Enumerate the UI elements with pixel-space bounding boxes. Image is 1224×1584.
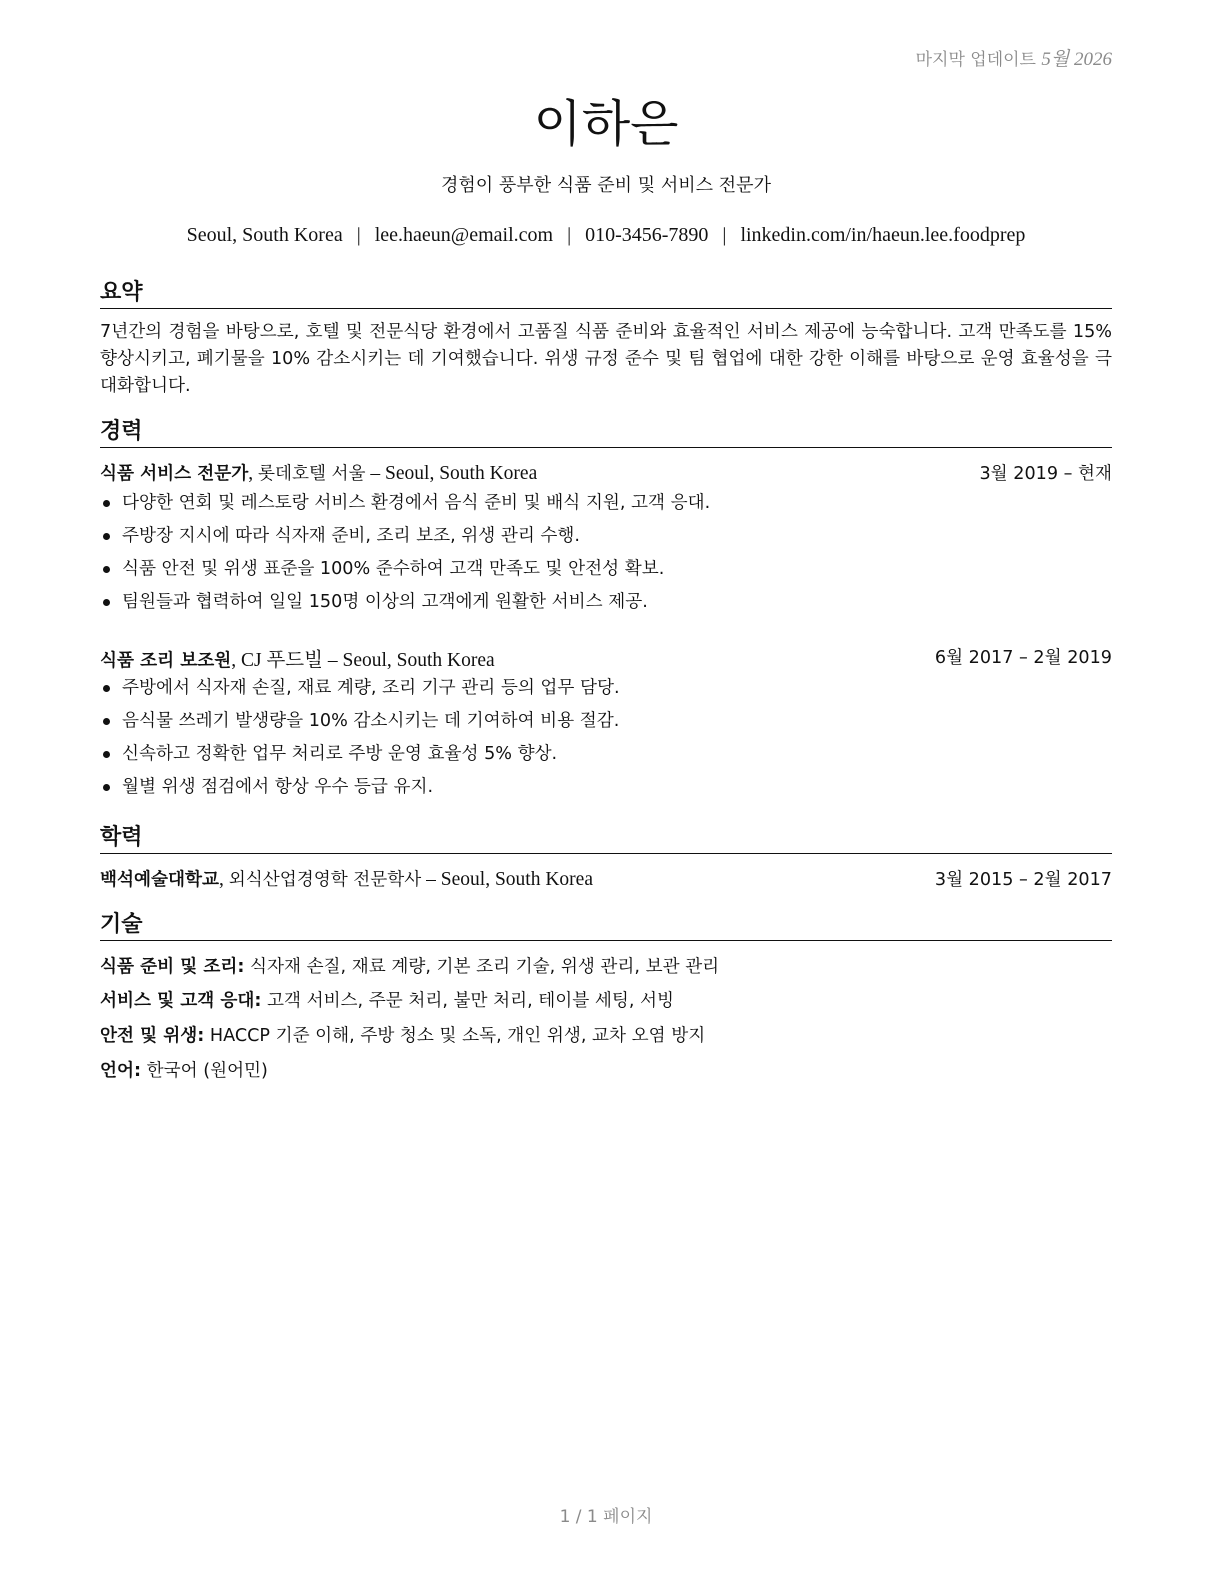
last-updated-date: 5월 2026 [1041,49,1112,70]
skill-row [100,987,1112,1017]
contact-separator: | [356,224,361,246]
contact-email[interactable]: lee.haeun@email.com [374,224,554,246]
section-title-experience: 경력 [100,414,1112,448]
contact-linkedin[interactable]: linkedin.com/in/haeun.lee.foodprep [740,224,1026,246]
list-item: 식품 안전 및 위생 표준을 100% 준수하여 고객 만족도 및 안전성 확보. [100,556,1112,589]
page-number: 1 / 1 [559,1507,598,1527]
skill-row [100,1022,1112,1052]
list-item: 다양한 연회 및 레스토랑 서비스 환경에서 음식 준비 및 배식 지원, 고객 응대. [100,490,1112,523]
candidate-name: 이하은 [533,95,679,153]
job-dates-text: 6월 2017 – 2월 2019 [934,648,1112,668]
list-item: 음식물 쓰레기 발생량을 10% 감소시키는 데 기여하여 비용 절감. [100,708,1112,741]
job-location: Seoul, South Korea [342,650,495,671]
list-item: 신속하고 정확한 업무 처리로 주방 운영 효율성 5% 향상. [100,741,1112,774]
list-item: 월별 위생 점검에서 항상 우수 등급 유지. [100,774,1112,807]
page-footer [100,1502,1112,1527]
job-role: 식품 서비스 전문가 [100,464,249,484]
skill-row [100,953,1112,983]
job-bullets [100,490,1112,622]
contact-separator: | [722,224,727,246]
education-location: Seoul, South Korea [440,869,593,890]
job-dates-text: 3월 2019 – 현재 [979,464,1112,484]
skill-label: 안전 및 위생: [100,1026,205,1046]
last-updated [916,44,1112,71]
job-header: 식품 조리 보조원, CJ 푸드빌 – Seoul, South Korea 6월 2017 – 2월 2019 [100,644,1112,670]
list-item: 팀원들과 협력하여 일일 150명 이상의 고객에게 원활한 서비스 제공. [100,589,1112,622]
education-entry: 백석예술대학교, 외식산업경영학 전문학사 – Seoul, South Korea 3월 2015 – 2월 2017 [100,866,1112,892]
skill-label: 언어: [100,1061,142,1081]
summary-text: 7년간의 경험을 바탕으로, 호텔 및 전문식당 환경에서 고품질 식품 준비와 효율적인 서비스 제공에 능숙합니다. 고객 만족도를 15% 향상시키고, 폐기물을 10% 감소시키는 데 기여했습니다. 위생 규정 준수 및 팀 협업에 대한 강한 이해를 바탕으로 운영 효율성을 극대화합니다. [100,322,1112,396]
job-company: CJ 푸드빌 [240,650,323,671]
section-title-summary: 요약 [100,275,1112,309]
skill-label: 서비스 및 고객 응대: [100,991,262,1011]
list-item: 주방에서 식자재 손질, 재료 계량, 조리 기구 관리 등의 업무 담당. [100,675,1112,708]
contact-phone: 010-3456-7890 [585,224,709,246]
contact-separator: | [567,224,572,246]
job-role: 식품 조리 보조원 [100,651,232,671]
page-label: 페이지 [603,1507,653,1527]
contact-line [100,224,1112,247]
contact-location: Seoul, South Korea [186,224,343,246]
skill-value: 한국어 (원어민) [146,1061,268,1081]
skill-value: 고객 서비스, 주문 처리, 불만 처리, 테이블 세팅, 서빙 [266,991,675,1011]
education-degree: 외식산업경영학 전문학사 [228,870,422,890]
education-dates-text: 3월 2015 – 2월 2017 [934,870,1112,890]
skill-row [100,1057,1112,1087]
resume-page [100,0,1112,1584]
job-header: 식품 서비스 전문가, 롯데호텔 서울 – Seoul, South Korea 3월 2019 – 현재 [100,460,1112,486]
job-bullets [100,675,1112,807]
job-dates [935,644,1112,669]
headline: 경험이 풍부한 식품 준비 및 서비스 전문가 [441,175,771,196]
skill-value: 식자재 손질, 재료 계량, 기본 조리 기술, 위생 관리, 보관 관리 [249,957,720,977]
section-title-skills: 기술 [100,907,1112,941]
last-updated-label: 마지막 업데이트 [915,50,1036,70]
skill-value: HACCP 기준 이해, 주방 청소 및 소독, 개인 위생, 교차 오염 방지 [209,1026,706,1046]
education-school: 백석예술대학교 [100,870,219,890]
job-company: 롯데호텔 서울 [257,464,366,484]
job-location: Seoul, South Korea [385,463,538,484]
education-dates [935,866,1112,891]
list-item: 주방장 지시에 따라 식자재 준비, 조리 보조, 위생 관리 수행. [100,523,1112,556]
skill-label: 식품 준비 및 조리: [100,957,245,977]
job-dates [979,460,1112,485]
section-title-education: 학력 [100,820,1112,854]
